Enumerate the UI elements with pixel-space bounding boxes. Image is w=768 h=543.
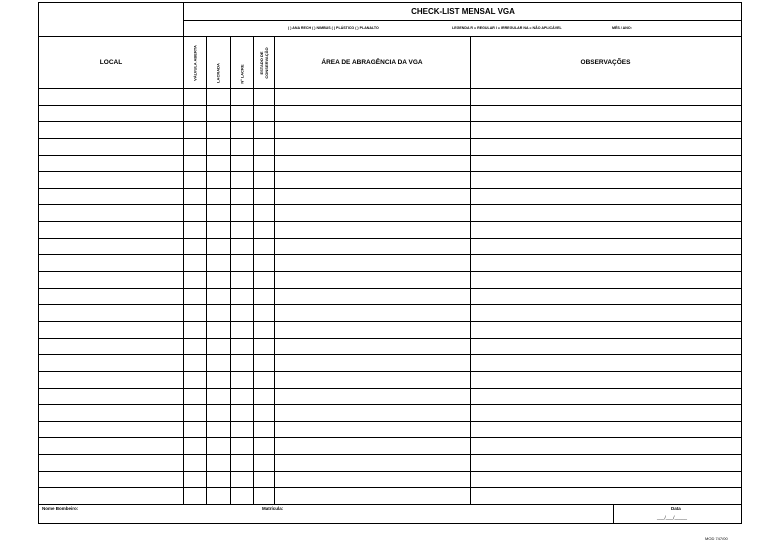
table-row [39, 421, 741, 422]
table-row [39, 204, 741, 205]
table-row [39, 121, 741, 122]
table-row [39, 454, 741, 455]
form-options-line [183, 20, 742, 36]
legend: LEGENDA R = REGULAR I = IRREGULAR NA = NÃO APLICÁVEL [452, 26, 562, 30]
form-code: MOD 747/00 [705, 536, 728, 541]
column-divider [206, 36, 207, 504]
data-label: Data [671, 506, 681, 511]
table-row [39, 471, 741, 472]
month-year-label: MÊS / ANO: [612, 26, 632, 30]
table-row [39, 238, 741, 239]
table-row [39, 388, 741, 389]
checklist-form [38, 2, 742, 524]
data-placeholder: ___/___/_____ [657, 515, 688, 520]
table-row [39, 404, 741, 405]
table-row [39, 321, 741, 322]
matricula-label: Matrícula: [262, 506, 284, 511]
header-area: ÁREA DE ABRAGÊNCIA DA VGA [274, 36, 470, 88]
table-row [39, 338, 741, 339]
table-row [39, 171, 741, 172]
table-row [39, 221, 741, 222]
form-title: CHECK-LIST MENSAL VGA [183, 3, 742, 21]
nome-bombeiro-label: Nome Bombeiro: [42, 506, 79, 511]
header-local: LOCAL [39, 36, 183, 88]
column-divider [230, 36, 231, 504]
table-row [39, 155, 741, 156]
header-estado: ESTADO DE CONSERVAÇÃO [253, 36, 274, 88]
table-row [39, 487, 741, 488]
header-n-lacre: Nº LACRE [230, 36, 253, 88]
footer-divider [39, 504, 741, 505]
table-row [39, 138, 741, 139]
column-divider [183, 36, 184, 504]
table-row [39, 354, 741, 355]
table-row [39, 88, 741, 89]
table-row [39, 437, 741, 438]
column-divider [470, 36, 471, 504]
table-row [39, 188, 741, 189]
footer-divider [613, 504, 614, 523]
unit-options: ( ) ANA RECH ( ) NIMBUS ( ) PLÁSTICO ( ) PLANALTO [288, 26, 379, 30]
table-row [39, 105, 741, 106]
header-lacrada: LACRADA [206, 36, 230, 88]
header-observacoes: OBSERVAÇÕES [470, 36, 741, 88]
table-row [39, 371, 741, 372]
header-valvula: VÁLVULA ABERTA [183, 36, 206, 88]
column-divider [253, 36, 254, 504]
table-row [39, 288, 741, 289]
table-row [39, 254, 741, 255]
table-row [39, 271, 741, 272]
column-divider [274, 36, 275, 504]
table-row [39, 304, 741, 305]
